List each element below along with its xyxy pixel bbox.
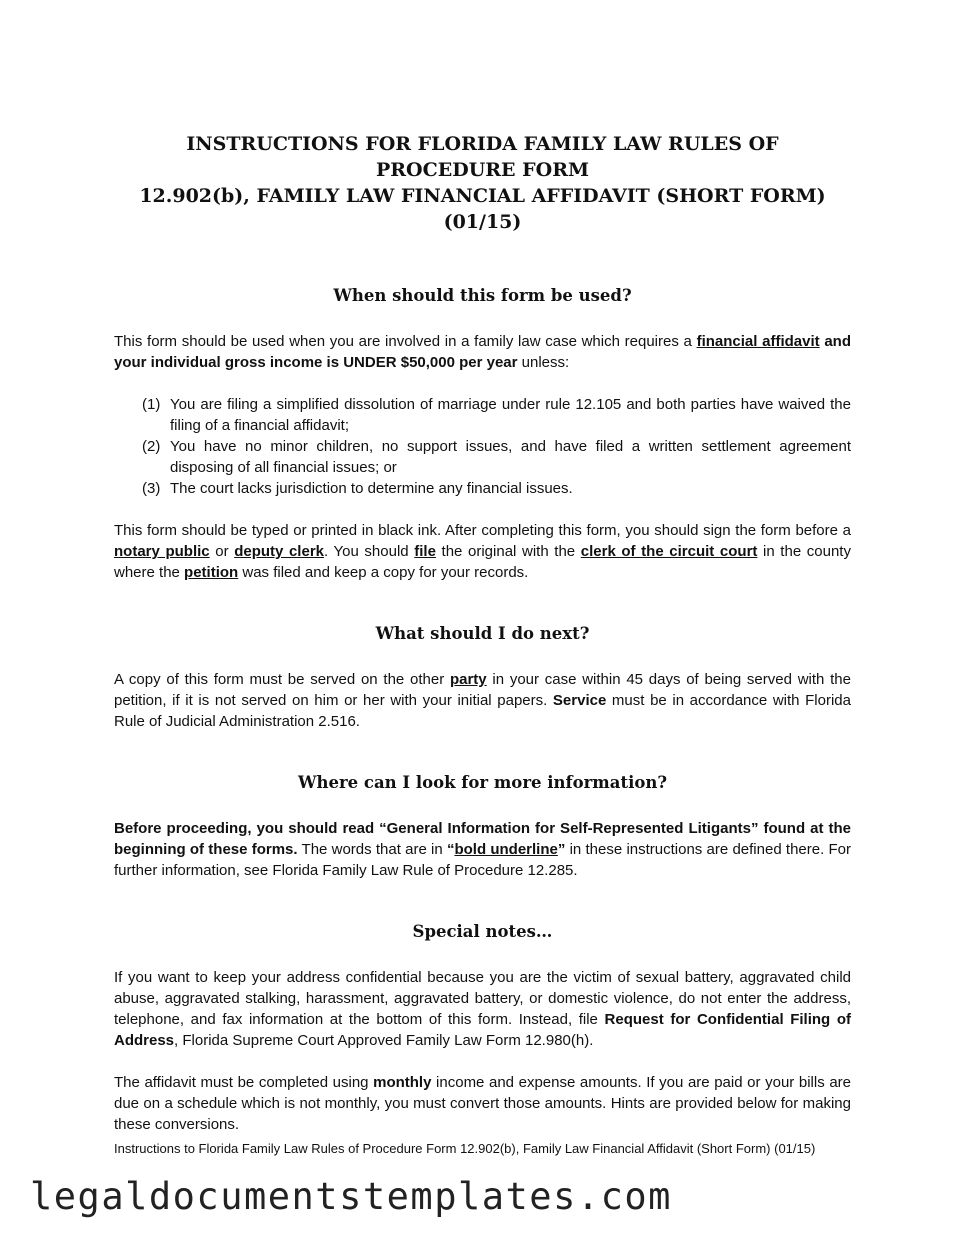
term-deputy-clerk[interactable]: deputy clerk <box>234 543 324 560</box>
exceptions-list <box>114 394 851 499</box>
heading-when-used: When should this form be used? <box>333 286 632 305</box>
paragraph-when-used: This form should be used when you are involved in a family law case which requires a financial affidavit and your individual gross income is UNDER $50,000 per year unless: <box>114 333 852 371</box>
document-title <box>114 131 851 235</box>
paragraph-more-info: Before proceeding, you should read “General Information for Self-Represented Litigants” found at the beginning of these forms. The words that are in “bold underline” in these instructions are defined there. For further information, see Florida Family Law Rule of Procedure 12.285. <box>114 820 852 879</box>
term-party[interactable]: party <box>449 671 487 688</box>
term-file[interactable]: file <box>414 543 436 560</box>
title-line-2: 12.902(b), FAMILY LAW FINANCIAL AFFIDAVIT (SHORT FORM) (01/15) <box>139 185 826 233</box>
term-bold-underline[interactable]: bold underline <box>454 841 558 858</box>
term-petition[interactable]: petition <box>184 564 239 581</box>
paragraph-monthly-amounts: The affidavit must be completed using monthly income and expense amounts. If you are paid or your bills are due on a schedule which is not monthly, you must convert those amounts. Hints are provided below for making these conversions. <box>114 1074 851 1133</box>
paragraph-filing: This form should be typed or printed in black ink. After completing this form, you should sign the form before a notary public or deputy clerk. You should file the original with the clerk of the circuit court in the county where the petition was filed and keep a copy for your records. <box>114 522 851 581</box>
heading-what-next: What should I do next? <box>375 624 590 643</box>
paragraph-what-next: A copy of this form must be served on the other party in your case within 45 days of being served with the petition, if it is not served on him or her with your initial papers. Service must be in accordance with Florida Rule of Judicial Administration 2.516. <box>114 671 851 730</box>
term-financial-affidavit[interactable]: financial affidavit <box>696 333 820 350</box>
term-clerk-of-circuit-court[interactable]: clerk of the circuit court <box>580 543 758 560</box>
document-page <box>114 131 851 1158</box>
list-item: (1) You are filing a simplified dissolution of marriage under rule 12.105 and both parties have waived the filing of a financial affidavit; <box>142 396 851 434</box>
term-notary-public[interactable]: notary public <box>114 543 210 560</box>
list-item: (2) You have no minor children, no support issues, and have filed a written settlement agreement disposing of all financial issues; or <box>142 438 851 476</box>
list-item: (3) The court lacks jurisdiction to determine any financial issues. <box>142 480 573 497</box>
paragraph-confidential-address: If you want to keep your address confidential because you are the victim of sexual battery, aggravated child abuse, aggravated stalking, harassment, aggravated battery, or domestic violence, do not enter the address, telephone, and fax information at the bottom of this form. Instead, file Request for Confidential Filing of Address, Florida Supreme Court Approved Family Law Form 12.980(h). <box>114 969 851 1049</box>
watermark: legaldocumentstemplates.com <box>30 1175 672 1218</box>
title-line-1: INSTRUCTIONS FOR FLORIDA FAMILY LAW RULES OF PROCEDURE FORM <box>186 133 779 181</box>
heading-special-notes: Special notes… <box>412 922 553 941</box>
page-footer: Instructions to Florida Family Law Rules of Procedure Form 12.902(b), Family Law Financial Affidavit (Short Form) (01/15) <box>114 1141 816 1156</box>
heading-more-info: Where can I look for more information? <box>297 773 668 792</box>
